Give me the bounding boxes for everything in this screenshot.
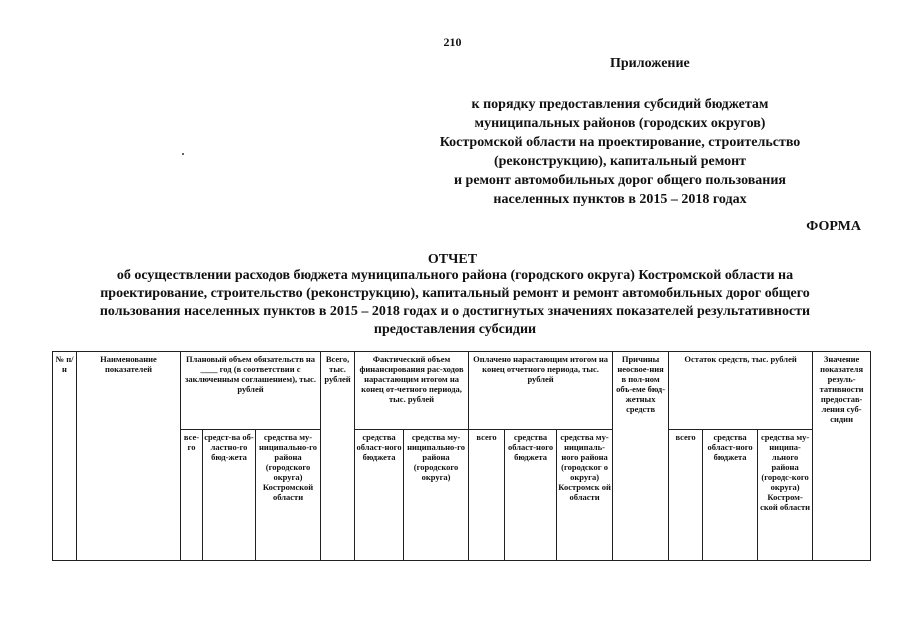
header-paid: Оплачено нарастающим итогом на конец отчетного периода, тыс. рублей [469, 352, 613, 430]
subheader-paid-municipal: средства му-ниципаль-ного района (городског о округа) Костромск ой области [557, 430, 613, 561]
subheader-actual-municipal: средства му-ниципально-го района (городского округа) [404, 430, 469, 561]
report-subtitle-line: пользования населенных пунктов в 2015 – 2018 годах и о достигнутых значениях показателей результативности [99, 304, 811, 319]
page-number: 210 [443, 35, 462, 49]
header-actual: Фактический объем финансирования рас-ходов нарастающим итогом на конец от-четного периода, тыс. рублей [355, 352, 469, 430]
subheader-balance-regional: средства област-ного бюджета [703, 430, 758, 561]
appendix-line: (реконструкцию), капитальный ремонт [493, 154, 747, 169]
header-reasons: Причины неосвое-ния в пол-ном объ-еме бюд-жетных средств [613, 352, 669, 561]
subheader-planned-regional: средст-ва об-ластно-го бюд-жета [203, 430, 256, 561]
header-planned: Плановый объем обязательств на ____ год (в соответствии с заключенным соглашением), тыс. рублей [181, 352, 321, 430]
subheader-planned-municipal: средства му-ниципально-го района (городского округа) Костромской области [256, 430, 321, 561]
header-num: № п/н [53, 352, 77, 561]
report-title: ОТЧЕТ [427, 252, 478, 267]
report-subtitle [60, 267, 850, 339]
subheader-paid-regional: средства област-ного бюджета [505, 430, 557, 561]
subheader-balance-municipal: средства му-ниципа-льного района (городс-кого округа) Костром-ской области [758, 430, 813, 561]
appendix-line: муниципальных районов (городских округов) [474, 116, 766, 131]
report-table [52, 351, 871, 561]
subheader-paid-total: всего [469, 430, 505, 561]
subheader-planned-total: все-го [181, 430, 203, 561]
report-subtitle-line: предоставления субсидии [373, 322, 537, 337]
appendix-line: населенных пунктов в 2015 – 2018 годах [493, 192, 747, 207]
header-indicator: Значение показателя резуль-тативности предостав-ления суб-сидии [813, 352, 871, 561]
form-label: ФОРМА [806, 219, 861, 234]
header-balance: Остаток средств, тыс. рублей [669, 352, 813, 430]
header-name: Наименование показателей [77, 352, 181, 561]
scan-dot [182, 153, 184, 155]
appendix-line: и ремонт автомобильных дорог общего пользования [453, 173, 787, 188]
header-total: Всего, тыс. рублей [321, 352, 355, 561]
appendix-label: Приложение [610, 56, 690, 71]
report-subtitle-line: об осуществлении расходов бюджета муниципального района (городского округа) Костромской области на [116, 268, 794, 283]
subheader-balance-total: всего [669, 430, 703, 561]
appendix-line: Костромской области на проектирование, строительство [439, 135, 801, 150]
subheader-actual-regional: средства област-ного бюджета [355, 430, 404, 561]
report-subtitle-line: проектирование, строительство (реконструкцию), капитальный ремонт и ремонт автомобильных дорог общего [100, 286, 810, 301]
appendix-text [395, 95, 845, 209]
appendix-line: к порядку предоставления субсидий бюджетам [471, 97, 769, 112]
